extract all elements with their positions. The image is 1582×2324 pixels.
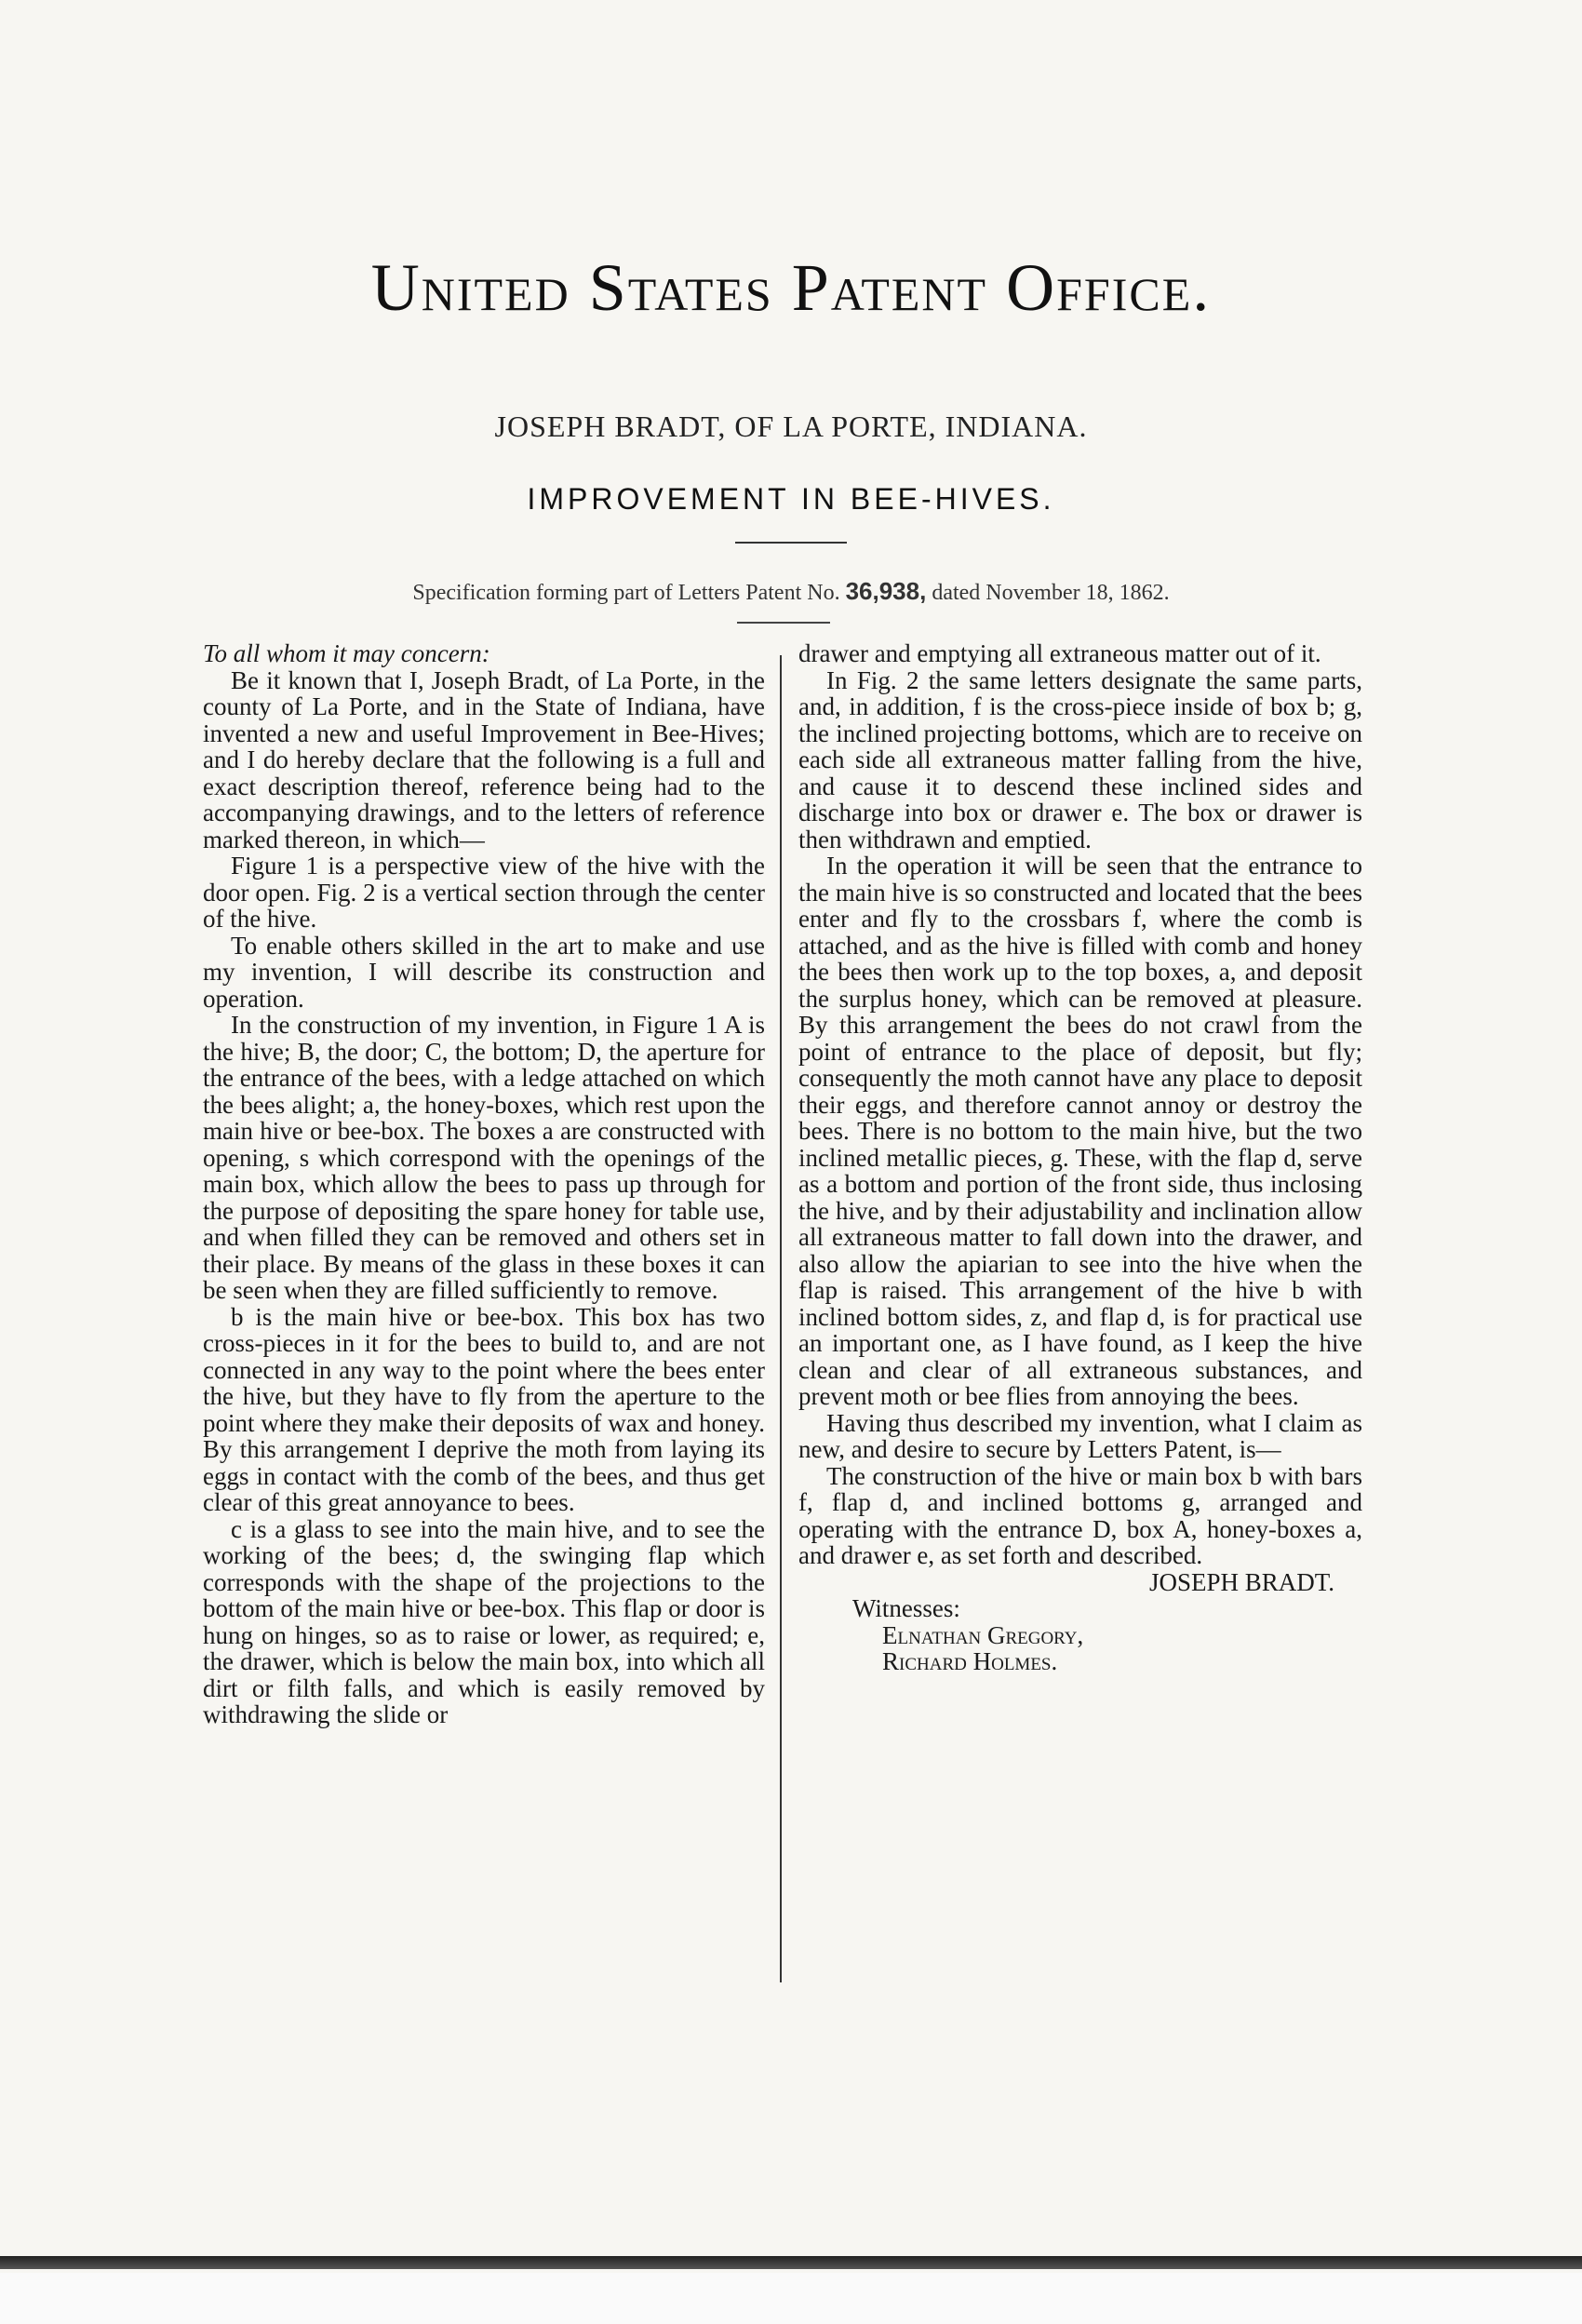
paragraph: In the operation it will be seen that the entrance to the main hive is so constructed and located that the bees enter and fly to the crossbars f, where the comb is attached, and as the hive is filled with comb and honey the bees then work up to the top boxes, a, and deposit the surplus honey, which can be removed at pleasure. By this arrangement the bees do not crawl from the point of entrance to the place of deposit, but fly; consequently the moth cannot have any place to deposit their eggs, and therefore cannot annoy or destroy the bees. There is no bottom to the main hive, but the two inclined metallic pieces, g. These, with the flap d, serve as a bottom and portion of the front side, thus inclosing the hive, and by their adjustability and inclination allow all extraneous matter to fall down into the drawer, and also allow the apiarian to see into the hive when the flap is raised. This arrangement of the hive b with inclined bottom sides, z, and flap d, is for practical use an important one, as I have found, as I keep the hive clean and clear of all extraneous substances, and prevent moth or bee flies from annoying the bees. xyxy=(798,852,1362,1410)
paragraph: drawer and emptying all extraneous matter out of it. xyxy=(798,639,1321,667)
office-title: United States Patent Office. xyxy=(370,250,1212,325)
scan-edge xyxy=(0,2256,1582,2269)
salutation: To all whom it may concern: xyxy=(203,639,490,667)
paragraph: Having thus described my invention, what I claim as new, and desire to secure by Letters Patent, is— xyxy=(798,1408,1362,1463)
claim: The construction of the hive or main box b with bars f, flap d, and inclined bottoms g, arranged and operating with the entrance D, box A, honey-boxes a, and drawer e, as set forth and described. xyxy=(798,1461,1362,1569)
inventor-line: JOSEPH BRADT, OF LA PORTE, INDIANA. xyxy=(494,410,1088,443)
right-column xyxy=(798,640,1362,1675)
column-divider xyxy=(780,655,782,1982)
paragraph: Figure 1 is a perspective view of the hive with the door open. Fig. 2 is a vertical section through the center of the hive. xyxy=(203,852,765,933)
witness-name: Richard Holmes. xyxy=(882,1647,1058,1675)
paragraph: In the construction of my invention, in Figure 1 A is the hive; B, the door; C, the bottom; D, the aperture for the entrance of the bees, with a ledge attached on which the bees alight; a, the honey-boxes, which rest upon the main hive or bee-box. The boxes a are constructed with opening, s which correspond with the openings of the main box, which allow the bees to pass up through for the purpose of depositing the spare honey for table use, and when filled they can be removed and others set in their place. By means of the glass in these boxes it can be seen when they are filled sufficiently to remove. xyxy=(203,1011,765,1304)
spec-rule xyxy=(737,622,830,624)
left-column xyxy=(203,640,765,1728)
patent-title: IMPROVEMENT IN BEE-HIVES. xyxy=(527,482,1055,516)
paragraph: In Fig. 2 the same letters designate the same parts, and, in addition, f is the cross-piece inside of box b; g, the inclined projecting bottoms, which are to receive on each side all extraneous matter falling from the hive, and cause it to descend these inclined sides and discharge into box or drawer e. The box or drawer is then withdrawn and emptied. xyxy=(798,665,1362,853)
paragraph: Be it known that I, Joseph Bradt, of La Porte, in the county of La Porte, and in the State of Indiana, have invented a new and useful Improvement in Bee-Hives; and I do hereby declare that the following is a full and exact description thereof, reference being had to the accompanying drawings, and to the letters of reference marked thereon, in which— xyxy=(203,665,765,853)
paragraph: To enable others skilled in the art to make and use my invention, I will describe its construction and operation. xyxy=(203,931,765,1013)
paragraph: c is a glass to see into the main hive, and to see the working of the bees; d, the swinging flap which corresponds with the shape of the projections to the bottom of the main hive or bee-box. This flap or door is hung on hinges, so as to raise or lower, as required; e, the drawer, which is below the main box, into which all dirt or filth falls, and which is easily removed by withdrawing the slide or xyxy=(203,1514,765,1728)
witness-name: Elnathan Gregory, xyxy=(882,1620,1084,1649)
title-rule xyxy=(735,542,847,544)
paragraph: b is the main hive or bee-box. This box has two cross-pieces in it for the bees to build to, and are not connected in any way to the point where the bees enter the hive, but they have to fly from the aperture to the point where they make their deposits of wax and honey. By this arrangement I deprive the moth from laying its eggs in contact with the comb of the bees, and thus get clear of this great annoyance to bees. xyxy=(203,1302,765,1516)
inventor-signature: JOSEPH BRADT. xyxy=(1148,1567,1334,1596)
specification-line xyxy=(0,577,1582,606)
spec-prefix: Specification forming part of Letters Patent No. xyxy=(412,581,840,605)
spec-date: dated November 18, 1862. xyxy=(932,581,1170,605)
witnesses-label: Witnesses: xyxy=(852,1594,960,1622)
scan-margin xyxy=(0,2273,1582,2324)
patent-number: 36,938, xyxy=(845,577,927,605)
